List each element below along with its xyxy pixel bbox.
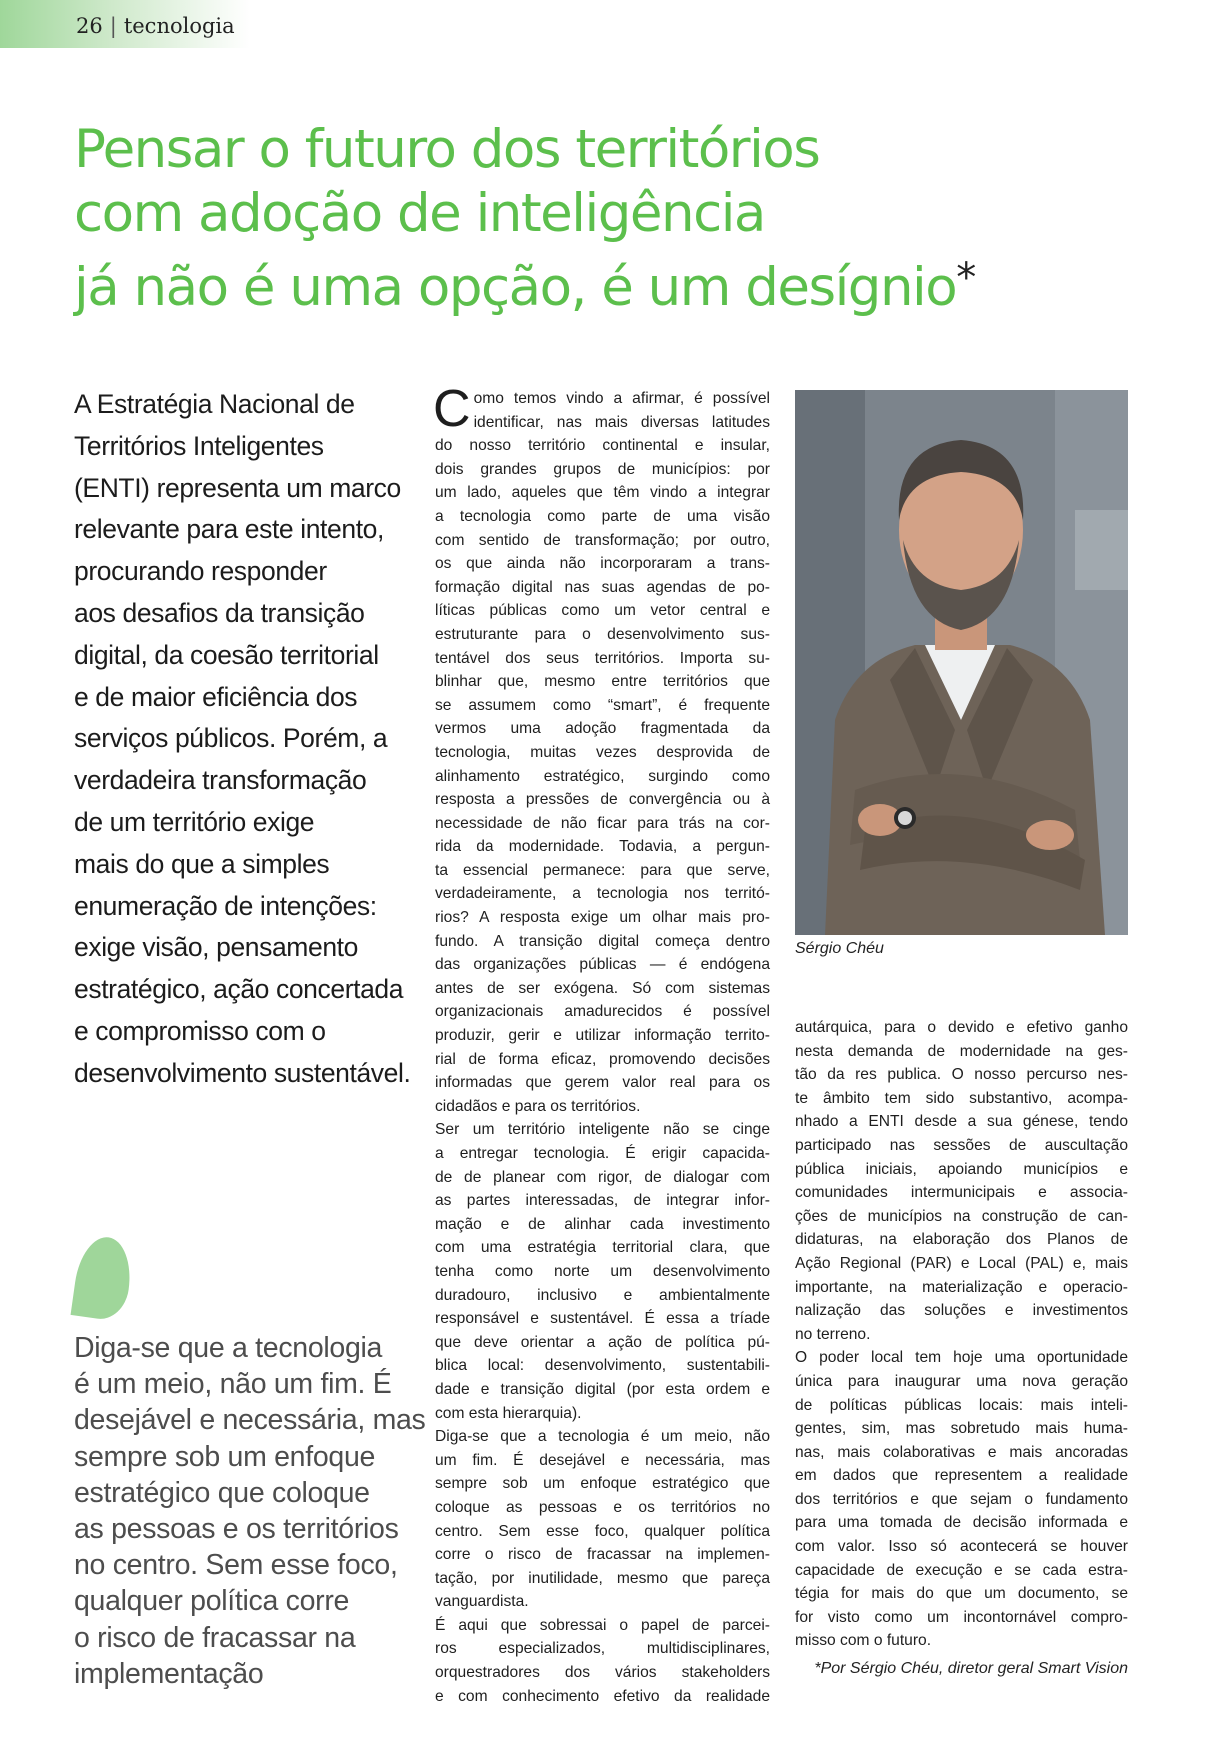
paragraph: do nosso território continental e insular, dois grandes grupos de municípios: por um lado, aqueles que têm vindo a integrar a tecnologia como parte de uma visão com sentido de transformação; por outro, os que ainda não incorporaram a trans- formação digital nas suas agendas de po- líticas públicas como um vetor central e estruturante para o desenvolvimento sus- tentável dos seus territórios. Importa su- blinhar que, mesmo entre territórios que se assumem como “smart”, é frequente vermos uma adoção fragmentada da tecnologia, muitas vezes desprovida de alinhamento estratégico, surgindo como resposta a pressões de convergência ou à necessidade de não ficar para trás na cor- rida da modernidade. Todavia, a pergun- ta essencial permanece: para que serve, verdadeiramente, a tecnologia nos territó- rios? A resposta exige um olhar mais pro- fundo. A transição digital começa dentro das organizações públicas — é endógena antes de ser exógena. Só com sistemas organizacionais amadurecidos é possível produzir, gerir e utilizar informação territo- rial de forma eficaz, promovendo decisões informadas que gerem valor real para os cidadãos e para os territórios.	[435, 437, 770, 1115]
paragraph: autárquica, para o devido e efetivo ganho nesta demanda de modernidade na ges- tão da res publica. O nosso percurso nes- te âmbito tem sido substantivo, acompa- nhado a ENTI desde a sua génese, tendo participado nas sessões de auscultação pública iniciais, apoiando municípios e comunidades intermunicipais e associa- ções de municípios na construção de can- didaturas, na elaboração dos Planos de Ação Regional (PAR) e Local (PAL) e, mais importante, na materialização e operacio- nalização das soluções e investimentos no terreno.	[795, 1019, 1128, 1343]
page-number: 26	[76, 14, 103, 38]
lead-paragraph: A Estratégia Nacional de Territórios Inteligentes (ENTI) representa um marco relevante para este intento, procurando responder aos desafios da transição digital, da coesão territorial e de maior eficiência dos serviços públicos. Porém, a verdadeira transformação de um território exige mais do que a simples enumeração de intenções: exige visão, pensamento estratégico, ação concertada e compromisso com o desenvolvimento sustentável.	[74, 389, 411, 1088]
running-header: 26 | tecnologia	[76, 14, 235, 38]
quote-leaf-icon	[71, 1234, 136, 1323]
paragraph: Diga-se que a tecnologia é um meio, não um fim. É desejável e necessária, mas sempre sob um enfoque estratégico que coloque as pessoas e os territórios no centro. Sem esse foco, qualquer política corre o risco de fracassar na implemen- tação, por inutilidade, mesmo que pareça vanguardista.	[435, 1428, 770, 1611]
article-column-middle: C omo temos vindo a afirmar, é possível identificar, nas mais diversas latitudes do nosso território continental e insular, dois grandes grupos de municípios: por um lado, aqueles que têm vindo a integrar a tecnologia como parte de uma visão com sentido de transformação; por outro, os que ainda não incorporaram a trans- formação digital nas suas agendas de po- líticas públicas como um vetor central e estruturante para o desenvolvimento sus- tentável dos seus territórios. Importa su- blinhar que, mesmo entre territórios que se assumem como “smart”, é frequente vermos uma adoção fragmentada da tecnologia, muitas vezes desprovida de alinhamento estratégico, surgindo como resposta a pressões de convergência ou à necessidade de não ficar para trás na cor- rida da modernidade. Todavia, a pergun- ta essencial permanece: para que serve, verdadeiramente, a tecnologia nos territó- rios? A resposta exige um olhar mais pro- fundo. A transição digital começa dentro das organizações públicas — é endógena antes de ser exógena. Só com sistemas organizacionais amadurecidos é possível produzir, gerir e utilizar informação territo- rial de forma eficaz, promovendo decisões informadas que gerem valor real para os cidadãos e para os territórios. Ser um território inteligente não se cinge a entregar tecnologia. É erigir capacida- de de planear com rigor, de dialogar com as partes interessadas, de integrar infor- mação e de alinhar cada investimento com uma estratégia territorial clara, que tenha como norte um desenvolvimento duradouro, inclusivo e ambientalmente responsável e sustentável. É essa a tríade que deve orientar a ação de política pú- blica local: desenvolvimento, sustentabili- dade e transição digital (por esta ordem e com esta hierarquia). Diga-se que a tecnologia é um meio, não um fim. É desejável e necessária, mas sempre sob um enfoque estratégico que coloque as pessoas e os territórios no centro. Sem esse foco, qualquer política corre o risco de fracassar na implemen- tação, por inutilidade, mesmo que pareça vanguardista. É aqui que sobressai o papel de parcei- ros especializados, multidisciplinares, orquestradores dos vários stakeholders e com conhecimento efetivo da realidade	[435, 387, 770, 1708]
drop-cap: C	[433, 380, 471, 438]
author-footnote: *Por Sérgio Chéu, diretor geral Smart Vision	[814, 1660, 1128, 1677]
portrait-illustration	[795, 390, 1128, 935]
paragraph: É aqui que sobressai o papel de parcei- ros especializados, multidisciplinares, orquestradores dos vários stakeholders e com conhecimento efetivo da realidade	[435, 1616, 770, 1705]
author-portrait-photo	[795, 390, 1128, 935]
footnote-mark: *	[956, 255, 975, 301]
photo-caption: Sérgio Chéu	[795, 940, 884, 957]
pull-quote: Diga-se que a tecnologia é um meio, não um fim. É desejável e necessária, mas sempre sob um enfoque estratégico que coloque as pessoas e os territórios no centro. Sem esse foco, qualquer política corre o risco de fracassar na implementação	[74, 1332, 426, 1690]
article-title	[74, 118, 1174, 320]
section-name: tecnologia	[123, 14, 235, 38]
paragraph: O poder local tem hoje uma oportunidade única para inaugurar uma nova geração de políticas públicas locais: mais inteli- gentes, sim, mas sobretudo mais huma- nas, mais colaborativas e mais ancoradas em dados que representem a realidade dos territórios e que sejam o fundamento para uma tomada de decisão informada e com valor. Isso só acontecerá se houver capacidade de execução e se cada estra- tégia for mais do que um documento, se for visto como um incontornável compro- misso com o futuro.	[795, 1349, 1128, 1650]
article-column-right	[795, 1016, 1128, 1653]
title-line: já não é uma opção, é um desígnio*	[74, 255, 975, 318]
title-line: com adoção de inteligência	[74, 183, 765, 244]
title-line: Pensar o futuro dos territórios	[74, 119, 820, 180]
paragraph: Ser um território inteligente não se cinge a entregar tecnologia. É erigir capacida- de de planear com rigor, de dialogar com as partes interessadas, de integrar infor- mação e de alinhar cada investimento com uma estratégia territorial clara, que tenha como norte um desenvolvimento duradouro, inclusivo e ambientalmente responsável e sustentável. É essa a tríade que deve orientar a ação de política pú- blica local: desenvolvimento, sustentabili- dade e transição digital (por esta ordem e com esta hierarquia).	[435, 1121, 770, 1422]
